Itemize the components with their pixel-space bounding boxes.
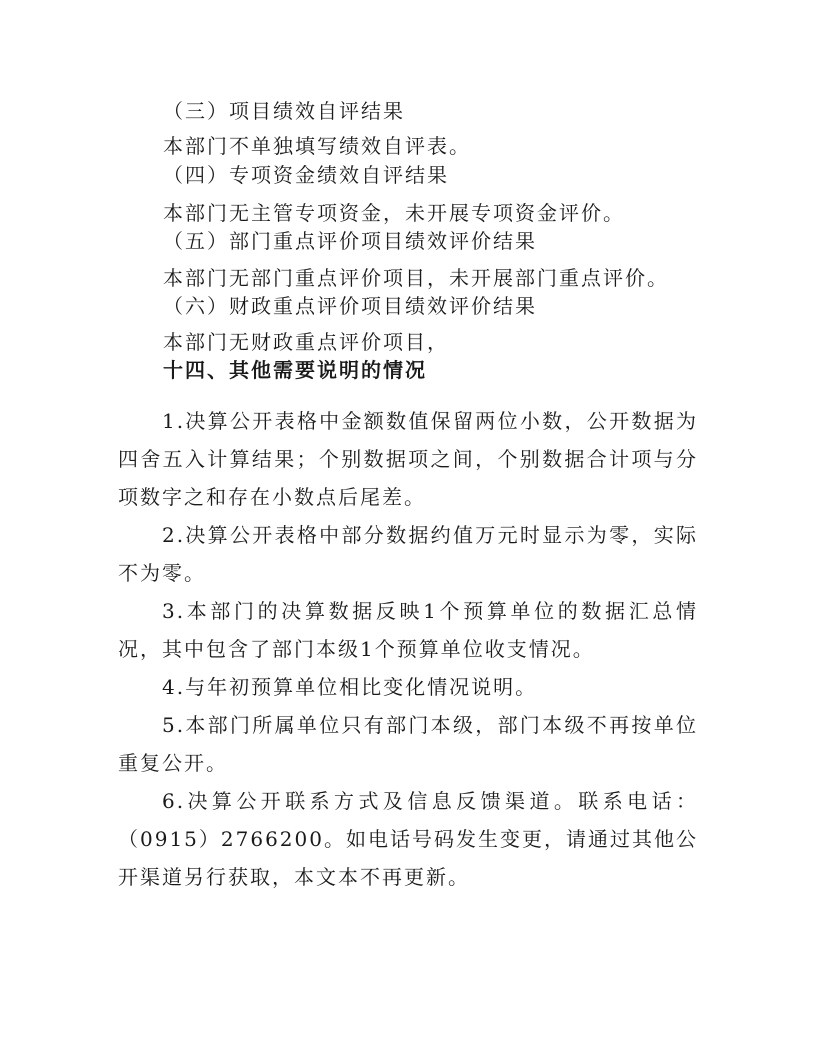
note-item-6: 6.决算公开联系方式及信息反馈渠道。联系电话：（0915）2766200。如电话号码发生变更，请通过其他公开渠道另行获取，本文本不再更新。	[118, 789, 698, 889]
note-item-5: 5.本部门所属单位只有部门本级，部门本级不再按单位重复公开。	[118, 713, 698, 775]
section-6-body: 本部门无财政重点评价项目，	[163, 330, 449, 354]
section-5-body: 本部门无部门重点评价项目，未开展部门重点评价。	[163, 266, 669, 290]
section-6-title: （六）财政重点评价项目绩效评价结果	[163, 294, 537, 318]
note-item-4: 4.与年初预算单位相比变化情况说明。	[162, 675, 538, 699]
note-item-2: 2.决算公开表格中部分数据约值万元时显示为零，实际不为零。	[118, 523, 698, 585]
section-4-body: 本部门无主管专项资金，未开展专项资金评价。	[163, 201, 625, 225]
section-3-title: （三）项目绩效自评结果	[163, 99, 405, 123]
note-item-1: 1.决算公开表格中金额数值保留两位小数，公开数据为四舍五入计算结果；个别数据项之间，个别数据合计项与分项数字之和存在小数点后尾差。	[118, 409, 698, 509]
section-5-title: （五）部门重点评价项目绩效评价结果	[163, 229, 537, 253]
chapter-14-heading: 十四、其他需要说明的情况	[163, 358, 427, 382]
section-3-body: 本部门不单独填写绩效自评表。	[163, 134, 471, 158]
note-item-3: 3.本部门的决算数据反映1个预算单位的数据汇总情况，其中包含了部门本级1个预算单位收支情况。	[118, 599, 698, 661]
section-4-title: （四）专项资金绩效自评结果	[163, 163, 449, 187]
